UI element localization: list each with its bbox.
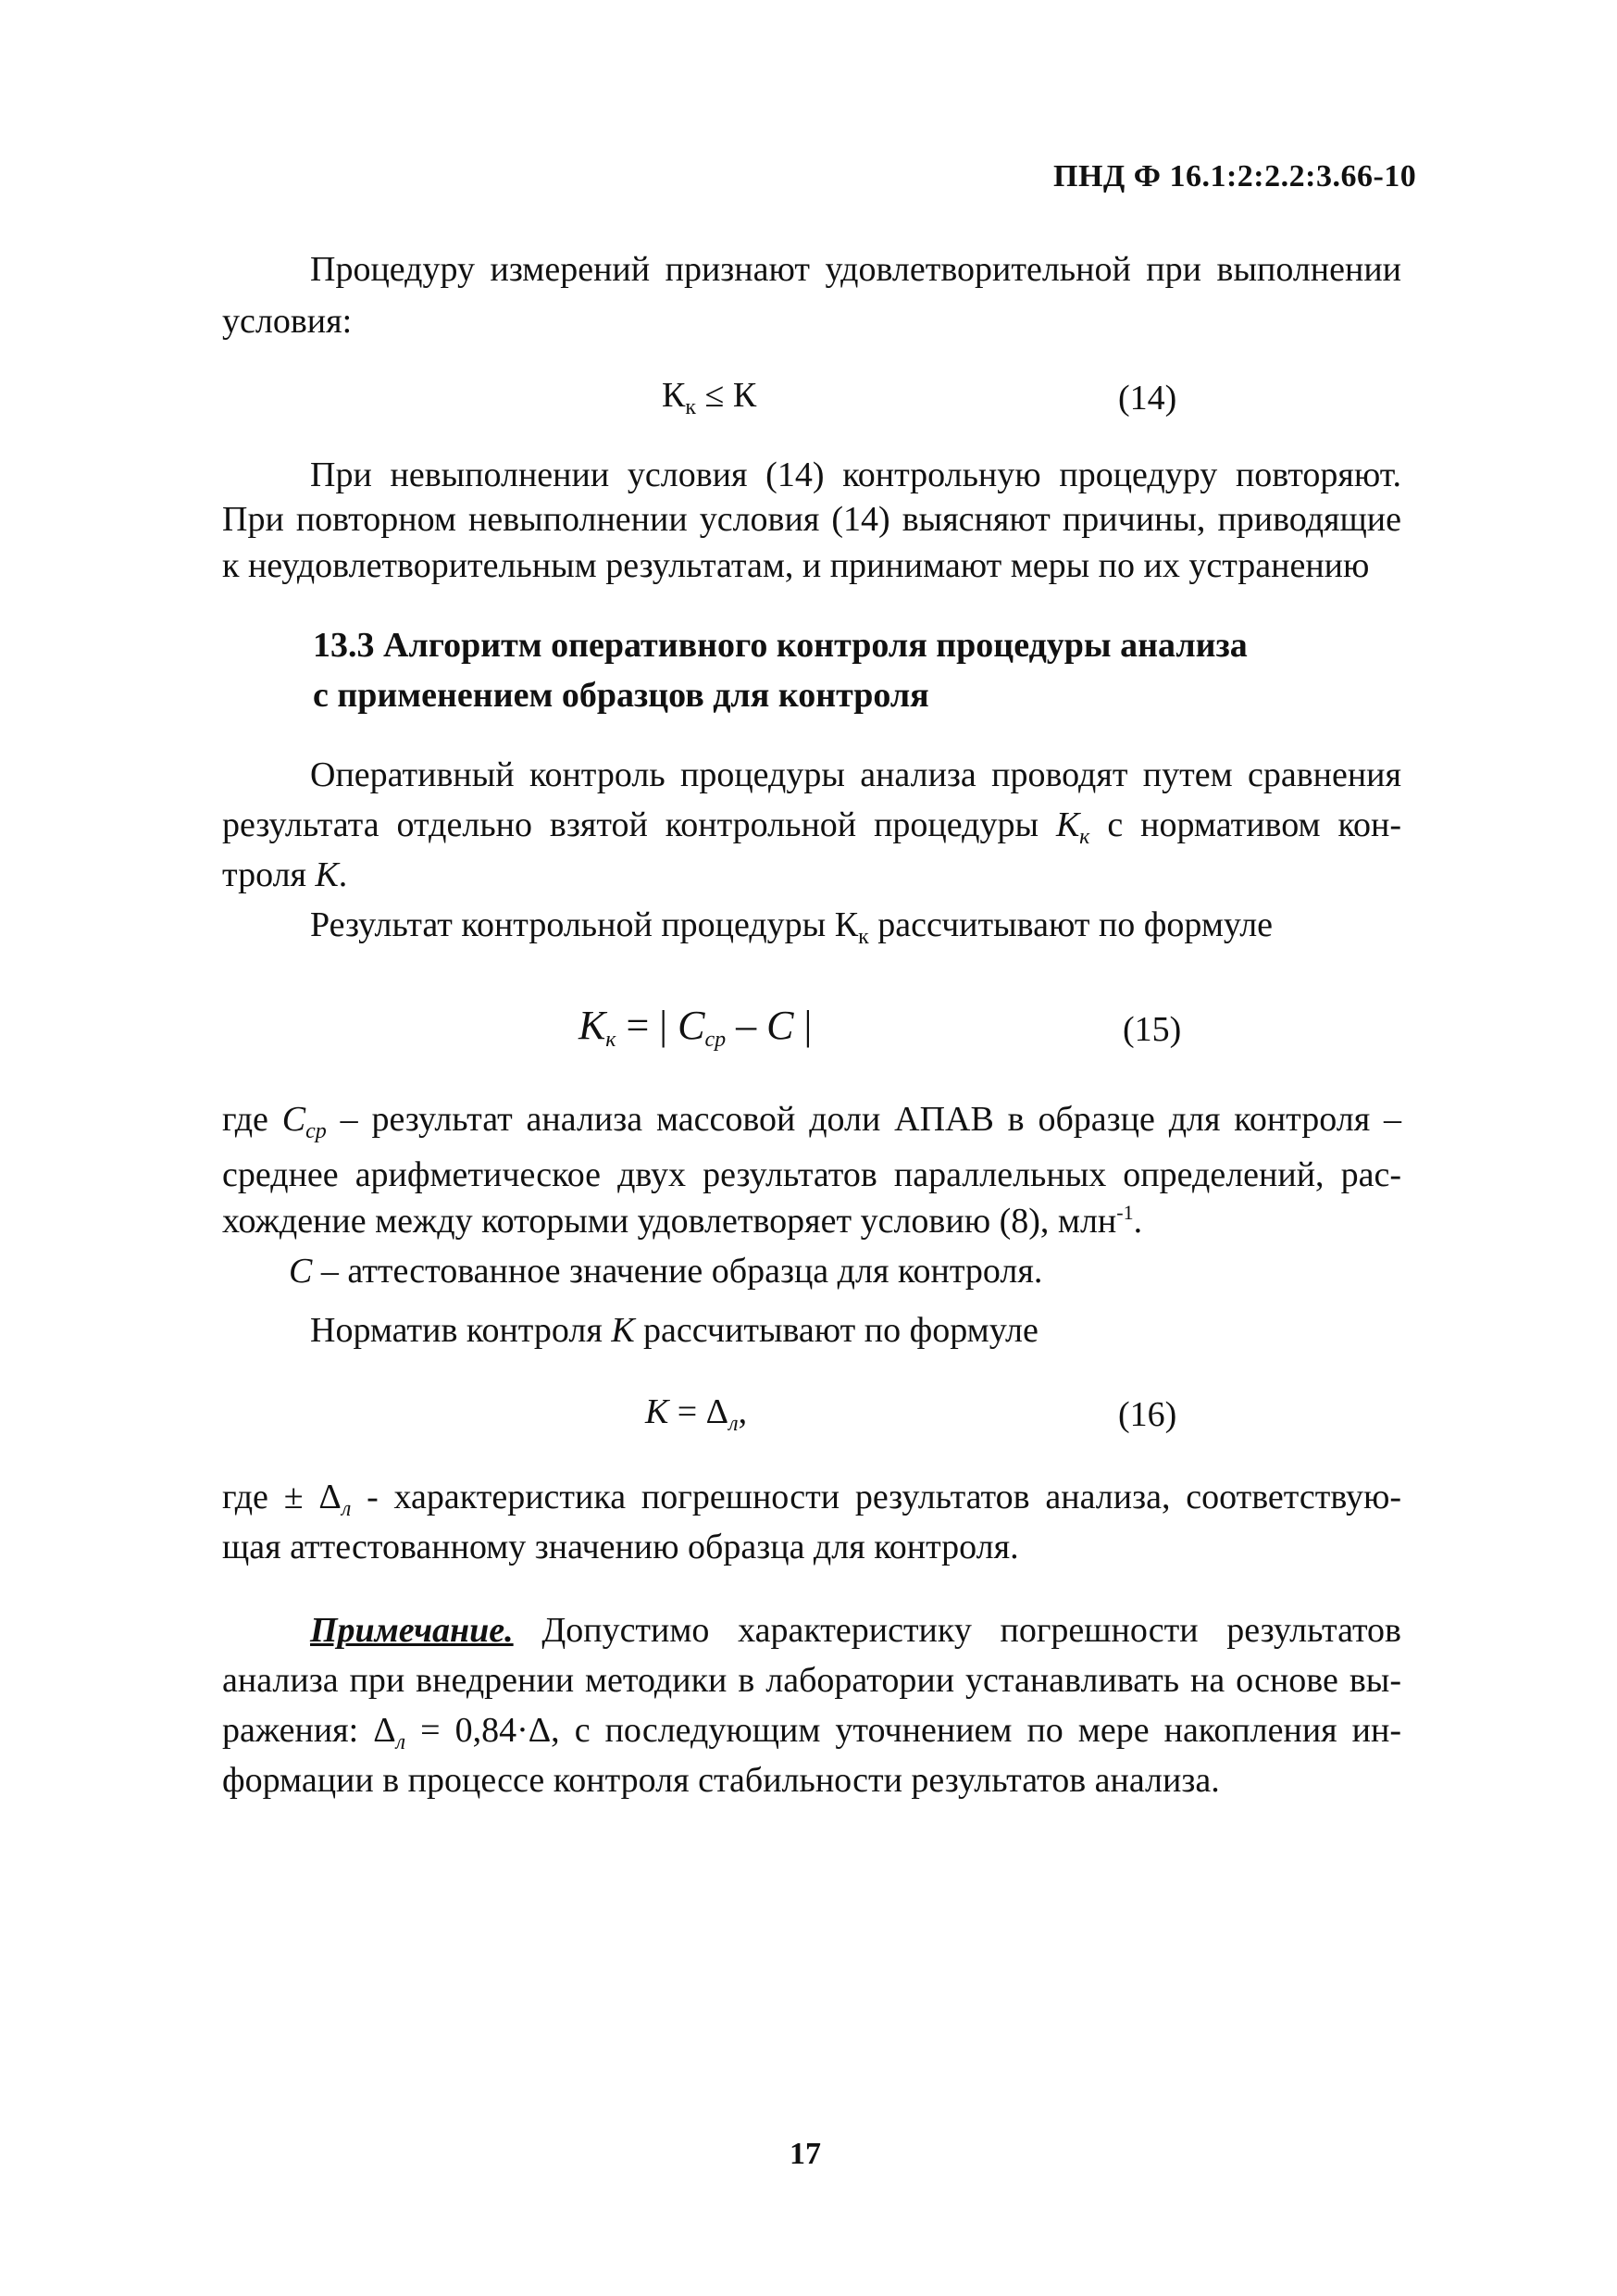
note-line1: Примечание. Допустимо характеристику погрешности результатов [310,1611,1401,1650]
para8-line1: где ± $\Delta_л$ - характеристика погрешности результатов анализа, соответствую- [222,1478,1402,1521]
equation-15-number: (15) [1123,1010,1182,1049]
equation-14: $К_к \le К$ [662,376,757,419]
document-code: ПНД Ф 16.1:2:2.2:3.66-10 [1053,159,1417,193]
note-line2: анализа при внедрении методики в лаборатории устанавливать на основе вы- [222,1661,1401,1700]
para2-line2: При повторном невыполнении условия (14) выясняют причины, приводящие [222,500,1401,539]
para5-line2: среднее арифметическое двух результатов параллельных определений, рас- [222,1155,1401,1194]
para3-line1: Оперативный контроль процедуры анализа проводят путем сравнения [310,755,1401,794]
equation-14-number: (14) [1118,379,1177,418]
equation-15: $К_к$ = | $С_{ср}$ – С | [578,1003,813,1052]
para5-line1: где $С_{ср}$ – результат анализа массовой доли АПАВ в образце для контроля – [222,1100,1402,1143]
para7-line: Норматив контроля К рассчитывают по формуле [310,1311,1039,1350]
section-heading-line2: с применением образцов для контроля [313,676,929,715]
page-number: 17 [790,2137,821,2171]
para3-line2: результата отдельно взятой контрольной процедуры $К_к$ с нормативом кон- [222,805,1402,849]
para6-line: С – аттестованное значение образца для контроля. [289,1252,1043,1291]
para1-line2: условия: [222,302,353,341]
para1-line1: Процедуру измерений признают удовлетворительной при выполнении [310,250,1401,289]
section-heading-line1: 13.3 Алгоритм оперативного контроля процедуры анализа [313,626,1248,665]
note-line3: ражения: $\Delta_л = 0,84\cdot\Delta$, с последующим уточнением по мере накопления ин- [222,1711,1401,1754]
para4-line: Результат контрольной процедуры $К_к$ рассчитывают по формуле [310,905,1274,949]
note-label: Примечание. [310,1611,514,1650]
para2-line3: к неудовлетворительным результатам, и принимают меры по их устранению [222,546,1370,585]
note-line4: формации в процессе контроля стабильности результатов анализа. [222,1761,1220,1800]
equation-16: $К = \Delta_л$, [645,1392,748,1436]
para2-line1: При невыполнении условия (14) контрольную процедуру повторяют. [310,455,1401,494]
para5-line3: хождение между которыми удовлетворяет условию (8), млн$^{-1}$. [222,1201,1143,1241]
para8-line2: щая аттестованному значению образца для контроля. [222,1528,1019,1566]
equation-16-number: (16) [1118,1395,1177,1434]
para3-line3: троля К. [222,855,348,894]
